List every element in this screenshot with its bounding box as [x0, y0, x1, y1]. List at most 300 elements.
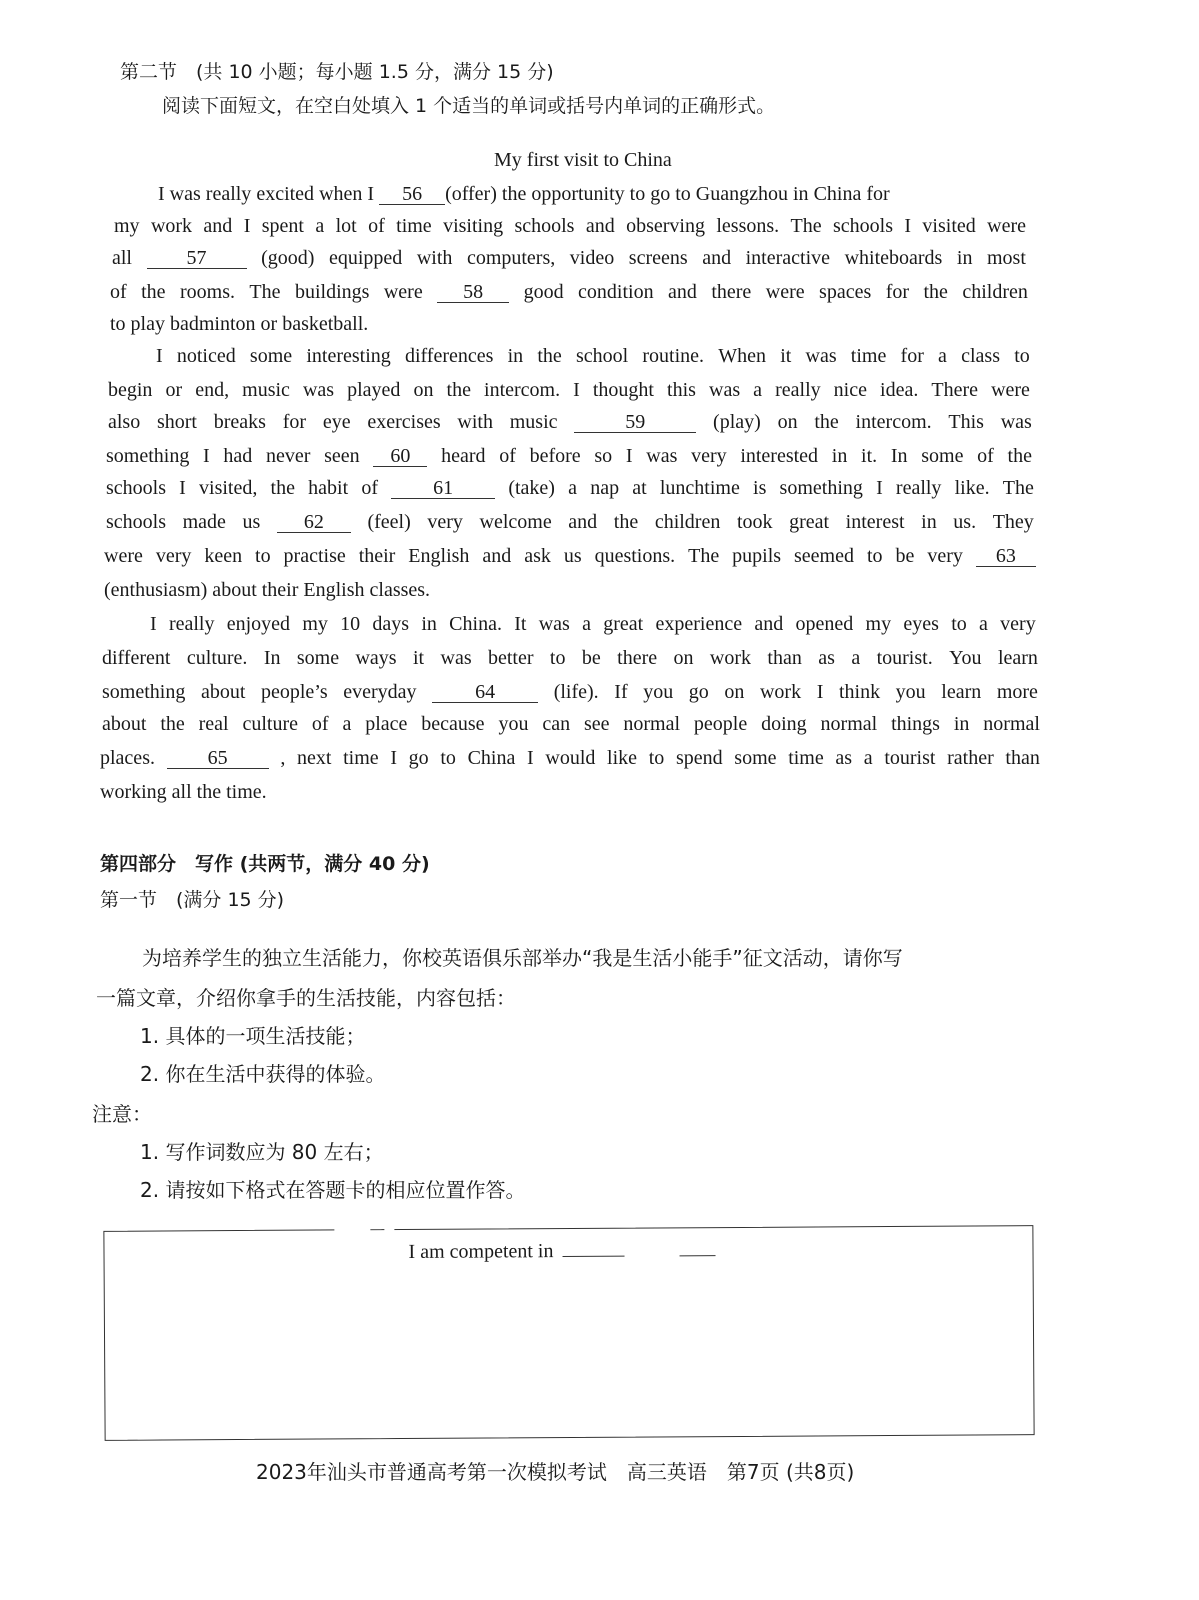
passage-word: (play) [713, 411, 761, 433]
passage-word: next [297, 747, 332, 769]
passage-word: really [205, 183, 252, 205]
passage-word: and [702, 247, 732, 269]
passage-word: very [1000, 613, 1036, 635]
passage-line: to play badminton or basketball. [110, 313, 369, 335]
passage-word: a [568, 477, 578, 499]
passage-word: was [538, 613, 570, 635]
passage-word: China. [449, 613, 502, 635]
passage-word: in [507, 345, 524, 367]
passage-word: with [457, 411, 493, 433]
passage-word: places. [100, 747, 155, 769]
passage-word: You [949, 647, 982, 669]
passage-word: it. [861, 445, 878, 467]
passage-word: because [421, 713, 485, 735]
passage-word: ways [355, 647, 397, 669]
passage-line [158, 182, 1024, 206]
passage-word: to [866, 545, 883, 567]
passage-word: is [753, 477, 767, 499]
passage-line: (enthusiasm) about their English classes. [104, 579, 431, 601]
passage-word: breaks [213, 411, 266, 433]
passage-word: normal [820, 713, 878, 735]
passage-word: in [956, 247, 973, 269]
passage-word: screens [628, 247, 688, 269]
passage-word: habit [308, 477, 349, 499]
passage-word: I [904, 215, 912, 237]
passage-word: really [168, 613, 215, 635]
passage-word: for [885, 281, 910, 303]
passage-word: to [629, 183, 646, 205]
passage-word: heard [441, 445, 486, 467]
passage-word: very [427, 511, 463, 533]
passage-word: good [523, 281, 564, 303]
passage-word: nap [590, 477, 620, 499]
passage-word: eye [322, 411, 351, 433]
passage-word: you [498, 713, 529, 735]
passage-word: spaces [819, 281, 872, 303]
passage-word: welcome [479, 511, 552, 533]
passage-word: end, [195, 379, 230, 401]
passage-word: some [921, 445, 964, 467]
passage-word: questions. [594, 545, 676, 567]
passage-word: people [693, 713, 748, 735]
passage-word: school [575, 345, 629, 367]
passage-word: and [585, 215, 615, 237]
passage-line [156, 344, 1030, 368]
passage-word: lot [335, 215, 357, 237]
passage-word: like. [954, 477, 990, 499]
passage-word: in [421, 613, 437, 635]
passage-word: of [499, 445, 516, 467]
note-label: 注意： [92, 1102, 152, 1126]
passage-word: music [242, 379, 290, 401]
answer-blank-1[interactable] [562, 1256, 624, 1257]
passage-word: music [509, 411, 558, 433]
passage-word: to [951, 613, 967, 635]
passage-word: made [182, 511, 226, 533]
passage-word: like [607, 747, 638, 769]
passage-word: very [155, 545, 192, 567]
passage-word: everyday [343, 681, 417, 703]
passage-word: the [537, 345, 562, 367]
passage-word: than [767, 647, 802, 669]
passage-word: when [319, 183, 363, 205]
answer-box-prompt [408, 1238, 715, 1264]
passage-word: of [311, 713, 329, 735]
passage-word: different [102, 647, 171, 669]
passage-word: something [779, 477, 863, 499]
passage-word: excited [256, 183, 315, 205]
writing-prompt-line2: 一篇文章，介绍你拿手的生活技能，内容包括： [96, 986, 516, 1010]
box-border-gap [564, 1433, 586, 1437]
passage-word: a [582, 613, 591, 635]
passage-word: were [987, 215, 1026, 237]
passage-word: rooms. [179, 281, 235, 303]
passage-word: before [529, 445, 581, 467]
passage-word: seen [324, 445, 360, 467]
passage-word: tourist. [876, 647, 933, 669]
passage-word: begin [108, 379, 153, 401]
passage-word: can [542, 713, 571, 735]
passage-word: their [358, 545, 396, 567]
passage-word: (life). [553, 681, 599, 703]
passage-line [104, 544, 1036, 568]
passage-word: They [992, 511, 1034, 533]
passage-line [102, 646, 1038, 670]
passage-word: on [777, 411, 798, 433]
box-border-gap [384, 1227, 394, 1231]
passage-word: took [736, 511, 773, 533]
passage-word: In [890, 445, 908, 467]
passage-word: doing [761, 713, 807, 735]
passage-word: my [114, 215, 140, 237]
passage-word: spent [261, 215, 304, 237]
passage-word: interested [740, 445, 819, 467]
passage-word: If [614, 681, 628, 703]
passage-word: Guangzhou [695, 183, 788, 205]
passage-word: the [613, 511, 639, 533]
passage-word: lessons. [716, 215, 780, 237]
passage-word: visited, [199, 477, 258, 499]
passage-word: go [408, 747, 429, 769]
box-border-gap [382, 1434, 396, 1438]
passage-line [102, 712, 1040, 736]
passage-word: was [805, 345, 837, 367]
passage-word: things [891, 713, 940, 735]
passage-word: differences [404, 345, 494, 367]
passage-word: us. [953, 511, 977, 533]
passage-word: schools [833, 215, 893, 237]
passage-line [114, 214, 1026, 238]
passage-word: interesting [306, 345, 391, 367]
box-border-gap [138, 1435, 162, 1439]
passage-word: work [709, 647, 752, 669]
passage-word: exercises [367, 411, 441, 433]
passage-word: time [788, 747, 824, 769]
passage-word: The [688, 545, 720, 567]
passage-word: learn [941, 681, 982, 703]
passage-word: were [991, 379, 1030, 401]
passage-word: I [158, 183, 165, 205]
passage-word: and [668, 281, 697, 303]
passage-word: was [302, 379, 335, 401]
passage-word: (take) [508, 477, 555, 499]
passage-word: schools [106, 511, 166, 533]
blank-60[interactable]: 60 [373, 446, 427, 467]
passage-word: there [617, 647, 658, 669]
passage-word: some [249, 345, 293, 367]
passage-word: be [895, 545, 915, 567]
passage-word: time [396, 215, 432, 237]
passage-word: of [977, 445, 994, 467]
blank-56[interactable]: 56 [379, 184, 445, 205]
passage-word: normal [983, 713, 1040, 735]
passage-word: on [413, 379, 434, 401]
passage-word: for [900, 345, 924, 367]
passage-line [106, 476, 1034, 500]
passage-word: for [866, 183, 890, 205]
passage-line [110, 280, 1028, 304]
passage-word: I [367, 183, 375, 205]
passage-word: to [1014, 345, 1030, 367]
passage-word: about [102, 713, 147, 735]
passage-word: some [734, 747, 777, 769]
passage-word: as [835, 747, 853, 769]
passage-word: us [563, 545, 582, 567]
passage-word: were [383, 281, 423, 303]
passage-word: It [514, 613, 527, 635]
passage-word: go [688, 681, 709, 703]
passage-word: visiting [443, 215, 504, 237]
passage-word: really [895, 477, 942, 499]
answer-box-prompt-text: I am competent in [408, 1240, 554, 1263]
passage-word: great [603, 613, 644, 635]
passage-word: culture [242, 713, 299, 735]
passage-line: working all the time. [100, 781, 267, 803]
passage-word: on [673, 647, 694, 669]
passage-word: it [412, 647, 425, 669]
blank-58[interactable]: 58 [437, 282, 509, 303]
passage-word: were [765, 281, 805, 303]
passage-word: video [569, 247, 615, 269]
passage-word: the [814, 411, 839, 433]
writing-prompt-line1: 为培养学生的独立生活能力，你校英语俱乐部举办“我是生活小能手”征文活动，请你写 [142, 946, 903, 970]
passage-word: seemed [794, 545, 854, 567]
passage-word: more [996, 681, 1038, 703]
passage-word: something [106, 445, 190, 467]
passage-word: be [581, 647, 601, 669]
blank-63[interactable]: 63 [976, 546, 1036, 567]
passage-word: at [632, 477, 647, 499]
passage-word: there [711, 281, 752, 303]
passage-word: tourist [884, 747, 936, 769]
passage-word: thought [592, 379, 654, 401]
passage-word: my [302, 613, 328, 635]
passage-word: were [104, 545, 143, 567]
blank-65[interactable]: 65 [167, 748, 269, 769]
passage-word: played [347, 379, 401, 401]
passage-word: some [296, 647, 340, 669]
passage-word: In [263, 647, 281, 669]
passage-word: a [863, 747, 873, 769]
passage-word: to [648, 747, 665, 769]
passage-word: all [112, 247, 132, 269]
passage-word: 10 [340, 613, 361, 635]
passage-word: to [549, 647, 566, 669]
blank-59[interactable]: 59 [574, 412, 696, 433]
passage-word: would [545, 747, 596, 769]
passage-word: real [198, 713, 229, 735]
passage-word: work [150, 215, 193, 237]
content-item-2: 2. 你在生活中获得的体验。 [140, 1062, 386, 1086]
passage-word: to [675, 183, 691, 205]
passage-word: and [754, 613, 784, 635]
note-item-2: 2. 请按如下格式在答题卡的相应位置作答。 [140, 1178, 526, 1202]
passage-word: in [953, 713, 970, 735]
passage-word: something [102, 681, 186, 703]
passage-word: with [416, 247, 453, 269]
passage-word: and [203, 215, 233, 237]
passage-word: idea. [880, 379, 919, 401]
passage-word: and [482, 545, 512, 567]
passage-word: never [266, 445, 311, 467]
passage-word: rather [947, 747, 994, 769]
passage-word: The [790, 215, 822, 237]
blank-62[interactable]: 62 [277, 512, 351, 533]
passage-word: observing [626, 215, 705, 237]
passage-word: this [667, 379, 696, 401]
passage-word: was [440, 647, 472, 669]
passage-word: most [987, 247, 1026, 269]
passage-word: I [876, 477, 883, 499]
passage-word: The [249, 281, 281, 303]
passage-word: I [390, 747, 397, 769]
passage-word: to [255, 545, 271, 567]
passage-word: culture. [186, 647, 248, 669]
passage-word: I [816, 681, 824, 703]
passage-word: of [368, 215, 385, 237]
note-item-1: 1. 写作词数应为 80 左右； [140, 1140, 384, 1164]
passage-word: see [583, 713, 610, 735]
passage-line [102, 680, 1038, 704]
passage-word: was [1000, 411, 1032, 433]
blank-57[interactable]: 57 [147, 248, 247, 269]
passage-word: a [753, 379, 763, 401]
passage-word: intercom. [484, 379, 561, 401]
passage-word: a [938, 345, 947, 367]
passage-word: was [646, 445, 678, 467]
passage-word: (offer) [445, 183, 497, 205]
passage-word: time [850, 345, 887, 367]
passage-word: really [775, 379, 821, 401]
passage-word: my [865, 613, 892, 635]
answer-box [103, 1225, 1034, 1441]
passage-word: great [789, 511, 830, 533]
passage-word: short [156, 411, 197, 433]
passage-word: noticed [176, 345, 236, 367]
passage-word: This [948, 411, 984, 433]
passage-word: I [573, 379, 580, 401]
passage-line [112, 246, 1026, 270]
blank-61[interactable]: 61 [391, 478, 495, 499]
passage-word: you [643, 681, 674, 703]
passage-word: whiteboards [844, 247, 943, 269]
content-item-1: 1. 具体的一项生活技能； [140, 1024, 366, 1048]
passage-word: opportunity [531, 183, 625, 205]
passage-line [108, 378, 1030, 402]
passage-word: was [169, 183, 201, 205]
passage-word: to [440, 747, 456, 769]
passage-word: schools [106, 477, 166, 499]
passage-word: practise [283, 545, 346, 567]
blank-64[interactable]: 64 [432, 682, 538, 703]
passage-word: visited [922, 215, 976, 237]
passage-word: as [818, 647, 835, 669]
passage-word: China [467, 747, 516, 769]
passage-word: I [625, 445, 633, 467]
passage-word: I [203, 445, 210, 467]
passage-word: a [979, 613, 988, 635]
passage-word: nice [833, 379, 867, 401]
passage-word: people’s [260, 681, 328, 703]
passage-word: I [156, 345, 163, 367]
passage-word: the [923, 281, 948, 303]
passage-word: better [488, 647, 534, 669]
passage-word: us [242, 511, 261, 533]
passage-word: of [110, 281, 127, 303]
passage-word: opened [795, 613, 854, 635]
passage-word: interest [845, 511, 905, 533]
passage-word: than [1005, 747, 1040, 769]
passage-word: schools [514, 215, 575, 237]
section-heading: 第二节 (共 10 小题；每小题 1.5 分，满分 15 分) [120, 61, 554, 83]
box-border-gap [334, 1227, 370, 1231]
passage-word: so [594, 445, 613, 467]
passage-word: There [931, 379, 979, 401]
passage-word: pupils [732, 545, 782, 567]
passage-word: it [780, 345, 792, 367]
passage-word: the [160, 713, 185, 735]
passage-word: go [650, 183, 671, 205]
passage-word: and [568, 511, 598, 533]
passage-word: for [282, 411, 307, 433]
passage-word: the [446, 379, 471, 401]
passage-word: I [150, 613, 157, 635]
passage-line [106, 510, 1034, 534]
passage-word: children [654, 511, 721, 533]
passage-word: intercom. [855, 411, 932, 433]
passage-word: or [165, 379, 183, 401]
passage-word: time [343, 747, 379, 769]
passage-word: When [718, 345, 766, 367]
passage-word: place [365, 713, 408, 735]
passage-word: work [759, 681, 802, 703]
part4-heading: 第四部分 写作 (共两节，满分 40 分) [100, 853, 430, 875]
part4-subheading: 第一节 (满分 15 分) [100, 889, 285, 911]
passage-word: eyes [903, 613, 939, 635]
passage-word: China [813, 183, 862, 205]
passage-line [108, 410, 1032, 434]
passage-word: , [280, 747, 286, 769]
passage-word: I [243, 215, 251, 237]
passage-word: English [408, 545, 470, 567]
passage-word: on [724, 681, 745, 703]
passage-word: the [270, 477, 295, 499]
passage-word: a [851, 647, 861, 669]
passage-word: the [141, 281, 166, 303]
passage-word: think [838, 681, 881, 703]
passage-word: very [927, 545, 963, 567]
passage-word: lunchtime [659, 477, 740, 499]
passage-word: children [962, 281, 1028, 303]
passage-word: normal [623, 713, 681, 735]
passage-word: I [179, 477, 186, 499]
passage-word: condition [578, 281, 654, 303]
passage-word: class [961, 345, 1001, 367]
passage-word: (feel) [367, 511, 411, 533]
passage-word: learn [997, 647, 1038, 669]
passage-word: I [527, 747, 534, 769]
passage-word: equipped [328, 247, 403, 269]
answer-blank-2[interactable] [679, 1255, 715, 1256]
passage-title: My first visit to China [494, 149, 672, 171]
passage-word: spend [675, 747, 723, 769]
passage-word: interactive [745, 247, 831, 269]
section-instruction: 阅读下面短文，在空白处填入 1 个适当的单词或括号内单词的正确形式。 [162, 95, 776, 117]
page-footer: 2023年汕头市普通高考第一次模拟考试 高三英语 第7页 (共8页) [256, 1460, 855, 1484]
passage-word: was [709, 379, 741, 401]
passage-word: in [831, 445, 848, 467]
passage-line [150, 612, 1036, 636]
